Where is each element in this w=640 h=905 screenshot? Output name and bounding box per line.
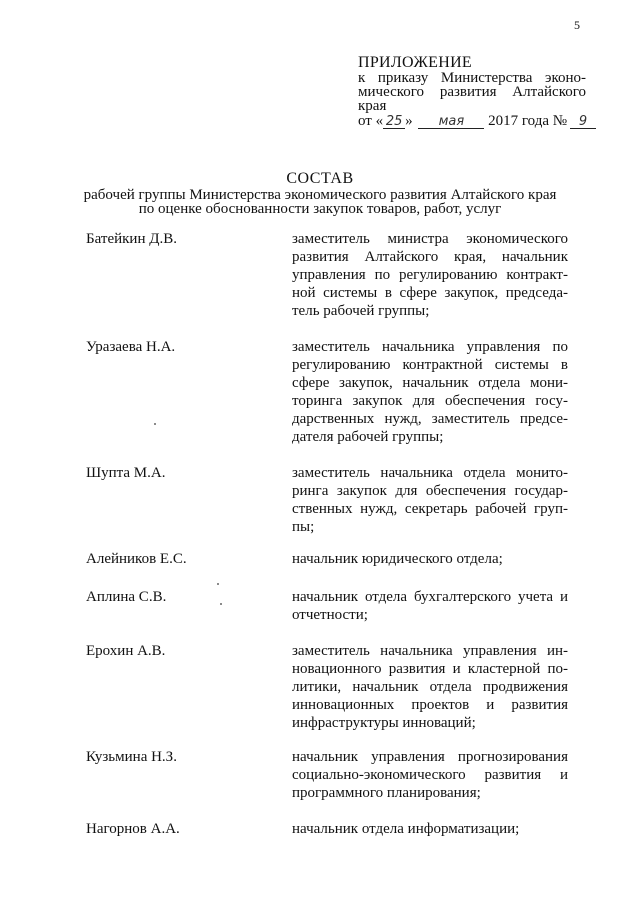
role-line: программного планирования; [292, 785, 481, 801]
appendix-block [358, 56, 586, 129]
scan-speck [220, 603, 222, 605]
member-name: Нагорнов А.А. [86, 821, 180, 837]
role-line: ственных нужд, секретарь рабочей груп- [292, 501, 568, 517]
role-line: дарственных нужд, заместитель предсе- [292, 411, 568, 427]
role-line: дателя рабочей группы; [292, 429, 444, 445]
role-line: управления по регулированию контракт- [292, 267, 568, 283]
member-role [292, 230, 568, 320]
handwritten-month: мая [418, 115, 484, 129]
role-line: инновационных проектов и развития [292, 697, 568, 713]
member-name: Батейкин Д.В. [86, 231, 177, 247]
role-line: литики, начальник отдела продвижения [292, 679, 568, 695]
date-close: » [405, 113, 413, 129]
role-line: начальник отдела бухгалтерского учета и [292, 589, 568, 605]
member-name: Уразаева Н.А. [86, 339, 176, 355]
member-role [292, 820, 568, 838]
scan-speck [154, 423, 156, 425]
appendix-line: мического развития Алтайского [358, 84, 586, 100]
document-title: СОСТАВ [286, 170, 354, 187]
role-line: начальник отдела информатизации; [292, 821, 520, 837]
member-name: Кузьмина Н.З. [86, 749, 177, 765]
document-subtitle-line: рабочей группы Министерства экономического развития Алтайского края [83, 187, 557, 203]
role-line: инфраструктуры инноваций; [292, 715, 476, 731]
page-number: 5 [574, 18, 580, 32]
role-line: ной системы в сфере закупок, председа- [292, 285, 568, 301]
role-line: сфере закупок, начальник отдела мони- [292, 375, 568, 391]
appendix-line: к приказу Министерства эконо- [358, 70, 586, 86]
role-line: социально-экономического развития и [292, 767, 568, 783]
role-line: торинга закупок для обеспечения госу- [292, 393, 568, 409]
role-line: начальник управления прогнозирования [292, 749, 568, 765]
member-role [292, 588, 568, 624]
member-role [292, 550, 568, 568]
appendix-title: ПРИЛОЖЕНИЕ [358, 54, 473, 71]
role-line: начальник юридического отдела; [292, 551, 503, 567]
member-name: Аплина С.В. [86, 589, 167, 605]
role-line: заместитель начальника управления ин- [292, 643, 568, 659]
handwritten-day: 25 [383, 115, 405, 129]
member-name: Алейников Е.С. [86, 551, 187, 567]
member-role [292, 338, 568, 446]
appendix-line: края [358, 98, 387, 114]
role-line: заместитель начальника управления по [292, 339, 568, 355]
document-heading [0, 170, 640, 216]
role-line: ринга закупок для обеспечения государ- [292, 483, 568, 499]
role-line: отчетности; [292, 607, 368, 623]
member-name: Ерохин А.В. [86, 643, 166, 659]
role-line: заместитель начальника отдела монито- [292, 465, 568, 481]
date-year: 2017 года № [488, 113, 568, 129]
handwritten-order-number: 9 [570, 115, 596, 129]
role-line: новационного развития и кластерной по- [292, 661, 568, 677]
member-role [292, 464, 568, 536]
role-line: пы; [292, 519, 315, 535]
role-line: регулированию контрактной системы в [292, 357, 568, 373]
date-prefix: от « [358, 113, 384, 129]
member-role [292, 642, 568, 732]
order-date-line [358, 113, 586, 129]
role-line: тель рабочей группы; [292, 303, 430, 319]
role-line: заместитель министра экономического [292, 231, 568, 247]
scan-speck [217, 583, 219, 585]
member-name: Шупта М.А. [86, 465, 166, 481]
member-role [292, 748, 568, 802]
role-line: развития Алтайского края, начальник [292, 249, 568, 265]
document-subtitle-line: по оценке обоснованности закупок товаров, работ, услуг [138, 201, 502, 217]
